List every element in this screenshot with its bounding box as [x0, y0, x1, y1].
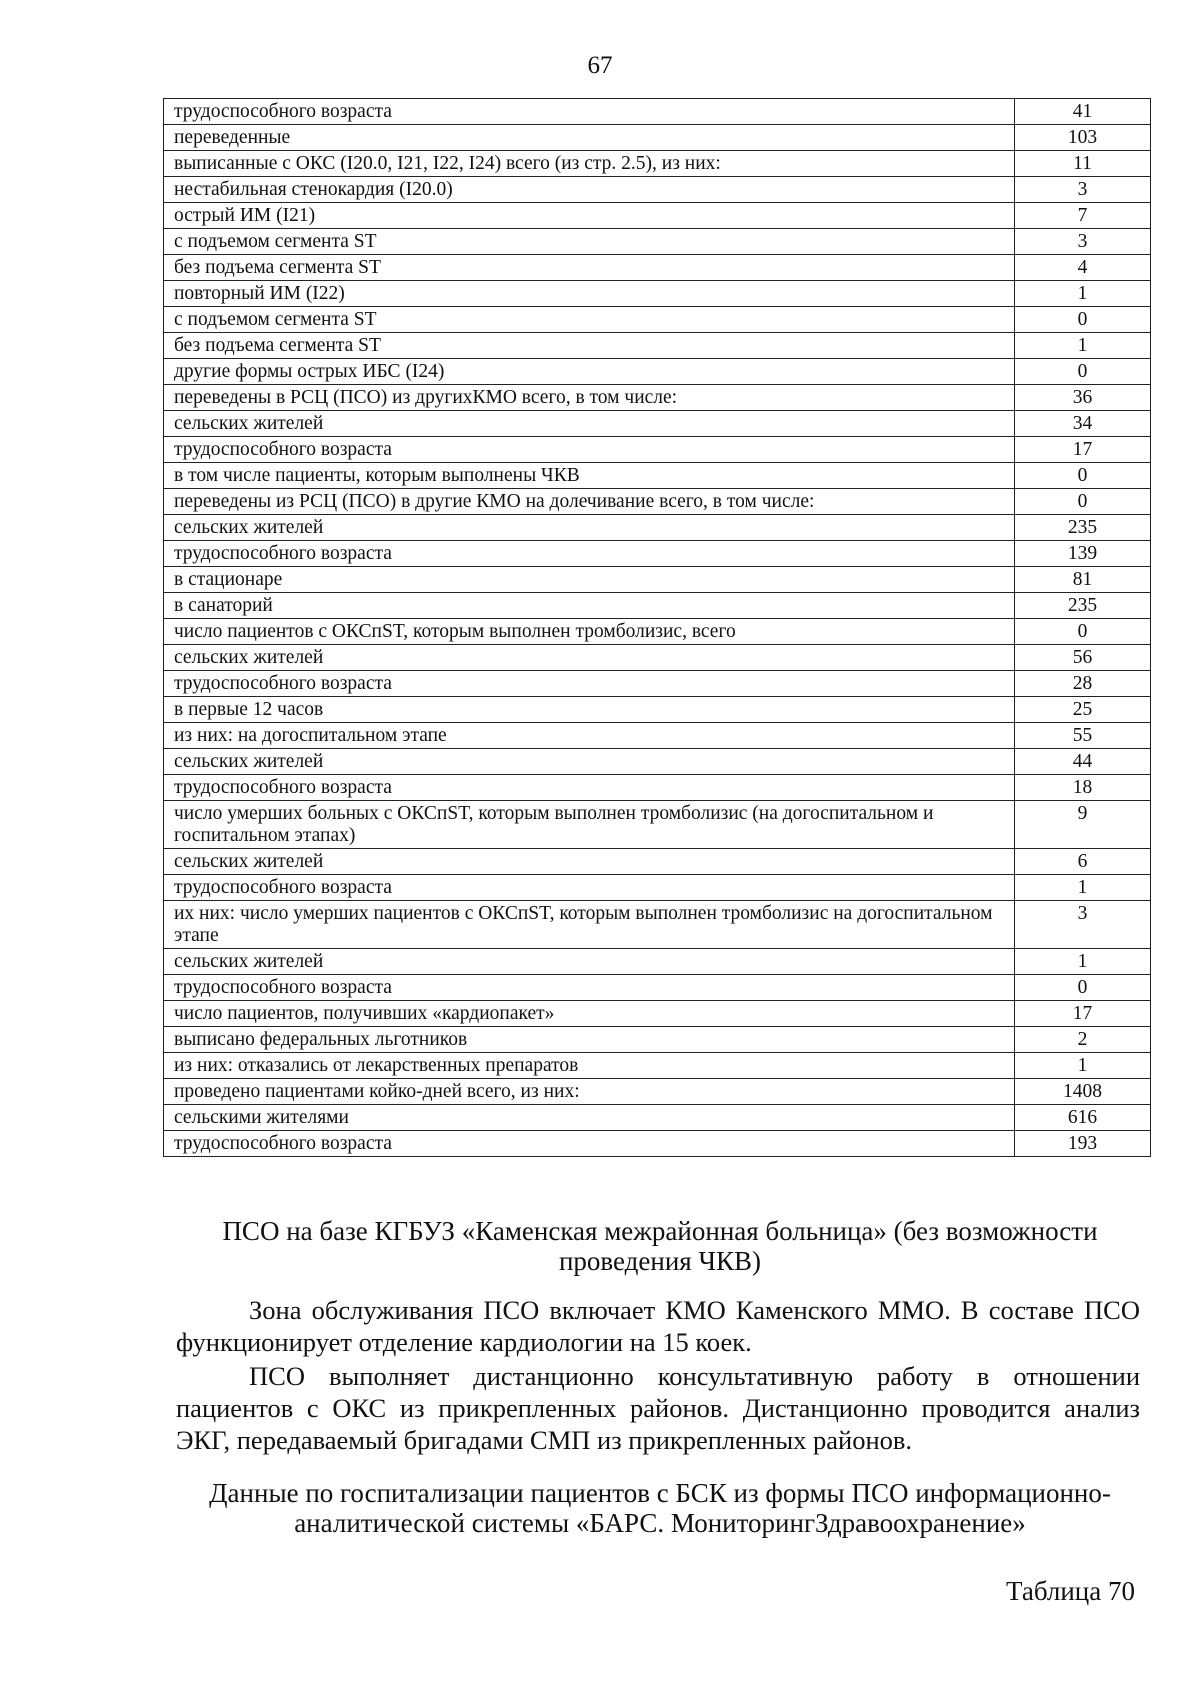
row-label: трудоспособного возраста [164, 671, 1015, 697]
row-label: трудоспособного возраста [164, 99, 1015, 125]
row-label: из них: на догоспитальном этапе [164, 723, 1015, 749]
row-label: трудоспособного возраста [164, 1131, 1015, 1157]
row-value: 1 [1015, 281, 1151, 307]
row-value: 235 [1015, 593, 1151, 619]
row-label: проведено пациентами койко-дней всего, из них: [164, 1079, 1015, 1105]
table-row [164, 255, 1151, 281]
row-label: трудоспособного возраста [164, 875, 1015, 901]
row-label: из них: отказались от лекарственных препаратов [164, 1053, 1015, 1079]
table-row [164, 697, 1151, 723]
row-label: число пациентов с ОКСпST, которым выполнен тромболизис, всего [164, 619, 1015, 645]
row-value: 1408 [1015, 1079, 1151, 1105]
table-row [164, 723, 1151, 749]
row-label: нестабильная стенокардия (I20.0) [164, 177, 1015, 203]
row-value: 3 [1015, 229, 1151, 255]
table-row [164, 463, 1151, 489]
table-row [164, 229, 1151, 255]
row-value: 2 [1015, 1027, 1151, 1053]
table-row [164, 307, 1151, 333]
row-value: 11 [1015, 151, 1151, 177]
table-row [164, 775, 1151, 801]
row-value: 1 [1015, 333, 1151, 359]
row-label: трудоспособного возраста [164, 775, 1015, 801]
row-value: 18 [1015, 775, 1151, 801]
table-row [164, 359, 1151, 385]
row-label: другие формы острых ИБС (I24) [164, 359, 1015, 385]
row-value: 4 [1015, 255, 1151, 281]
table-row [164, 949, 1151, 975]
row-label: выписанные с ОКС (I20.0, I21, I22, I24) всего (из стр. 2.5), из них: [164, 151, 1015, 177]
table-row [164, 593, 1151, 619]
row-value: 41 [1015, 99, 1151, 125]
table-row [164, 1105, 1151, 1131]
row-value: 235 [1015, 515, 1151, 541]
table-row [164, 619, 1151, 645]
table-row [164, 749, 1151, 775]
row-label: острый ИМ (I21) [164, 203, 1015, 229]
table-row [164, 671, 1151, 697]
row-label: с подъемом сегмента ST [164, 229, 1015, 255]
table-row [164, 125, 1151, 151]
row-value: 28 [1015, 671, 1151, 697]
row-value: 25 [1015, 697, 1151, 723]
row-value: 55 [1015, 723, 1151, 749]
row-value: 1 [1015, 875, 1151, 901]
row-value: 103 [1015, 125, 1151, 151]
row-value: 0 [1015, 359, 1151, 385]
table-row [164, 151, 1151, 177]
table-row [164, 437, 1151, 463]
row-value: 7 [1015, 203, 1151, 229]
row-label: в первые 12 часов [164, 697, 1015, 723]
paragraph-text: ПСО выполняет дистанционно консультативную работу в отношении пациентов с ОКС из прикрепленных районов. Дистанционно проводится анализ ЭКГ, передаваемый бригадами СМП из прикрепленных районов. [176, 1361, 1140, 1455]
row-label: сельских жителей [164, 411, 1015, 437]
row-value: 0 [1015, 307, 1151, 333]
section-title: ПСО на базе КГБУЗ «Каменская межрайонная больница» (без возможности проведения ЧКВ) [222, 1216, 1098, 1276]
row-label: переведены из РСЦ (ПСО) в другие КМО на долечивание всего, в том числе: [164, 489, 1015, 515]
table-row [164, 567, 1151, 593]
row-value: 34 [1015, 411, 1151, 437]
table-row [164, 1131, 1151, 1157]
row-label: в стационаре [164, 567, 1015, 593]
table-row [164, 801, 1151, 849]
row-value: 3 [1015, 177, 1151, 203]
table-row [164, 849, 1151, 875]
statistics-table-body [164, 99, 1151, 1157]
row-label: без подъема сегмента ST [164, 333, 1015, 359]
paragraph [176, 1360, 1140, 1456]
paragraph-text: Зона обслуживания ПСО включает КМО Каменского ММО. В составе ПСО функционирует отделение кардиологии на 15 коек. [176, 1295, 1140, 1357]
table-row [164, 901, 1151, 949]
row-value: 17 [1015, 437, 1151, 463]
table-row [164, 203, 1151, 229]
row-value: 3 [1015, 901, 1151, 949]
table-label: Таблица 70 [1006, 1576, 1135, 1606]
table-row [164, 1079, 1151, 1105]
row-value: 139 [1015, 541, 1151, 567]
row-value: 1 [1015, 1053, 1151, 1079]
row-label: трудоспособного возраста [164, 541, 1015, 567]
row-label: в том числе пациенты, которым выполнены ЧКВ [164, 463, 1015, 489]
row-value: 9 [1015, 801, 1151, 849]
row-label: без подъема сегмента ST [164, 255, 1015, 281]
statistics-table [163, 98, 1151, 1157]
row-value: 36 [1015, 385, 1151, 411]
row-value: 0 [1015, 489, 1151, 515]
table-row [164, 1001, 1151, 1027]
row-label: трудоспособного возраста [164, 975, 1015, 1001]
row-value: 193 [1015, 1131, 1151, 1157]
table-row [164, 281, 1151, 307]
row-value: 56 [1015, 645, 1151, 671]
table-row [164, 541, 1151, 567]
page-number: 67 [587, 52, 613, 79]
row-label: число пациентов, получивших «кардиопакет» [164, 1001, 1015, 1027]
table-row [164, 333, 1151, 359]
row-value: 616 [1015, 1105, 1151, 1131]
table-row [164, 99, 1151, 125]
table-row [164, 1053, 1151, 1079]
table-row [164, 489, 1151, 515]
row-label: сельских жителей [164, 849, 1015, 875]
table-row [164, 975, 1151, 1001]
paragraph [176, 1294, 1140, 1358]
row-label: повторный ИМ (I22) [164, 281, 1015, 307]
row-label: выписано федеральных льготников [164, 1027, 1015, 1053]
row-value: 0 [1015, 463, 1151, 489]
table-row [164, 385, 1151, 411]
row-label: сельских жителей [164, 749, 1015, 775]
row-value: 0 [1015, 975, 1151, 1001]
table-row [164, 1027, 1151, 1053]
row-label: трудоспособного возраста [164, 437, 1015, 463]
row-label: переведенные [164, 125, 1015, 151]
table-row [164, 411, 1151, 437]
row-label: число умерших больных с ОКСпST, которым выполнен тромболизис (на догоспитальном и госпитальном этапах) [164, 801, 1015, 849]
row-value: 17 [1015, 1001, 1151, 1027]
row-label: в санаторий [164, 593, 1015, 619]
row-label: переведены в РСЦ (ПСО) из другихКМО всего, в том числе: [164, 385, 1015, 411]
row-label: сельских жителей [164, 949, 1015, 975]
row-value: 0 [1015, 619, 1151, 645]
row-label: с подъемом сегмента ST [164, 307, 1015, 333]
table-row [164, 515, 1151, 541]
table-row [164, 875, 1151, 901]
row-value: 1 [1015, 949, 1151, 975]
row-value: 44 [1015, 749, 1151, 775]
row-label: сельских жителей [164, 515, 1015, 541]
row-label: их них: число умерших пациентов с ОКСпST, которым выполнен тромболизис на догоспитальном этапе [164, 901, 1015, 949]
data-title: Данные по госпитализации пациентов с БСК из формы ПСО информационно-аналитической системы «БАРС. МониторингЗдравоохранение» [209, 1478, 1111, 1538]
table-row [164, 177, 1151, 203]
row-label: сельских жителей [164, 645, 1015, 671]
row-value: 81 [1015, 567, 1151, 593]
row-value: 6 [1015, 849, 1151, 875]
row-label: сельскими жителями [164, 1105, 1015, 1131]
table-row [164, 645, 1151, 671]
